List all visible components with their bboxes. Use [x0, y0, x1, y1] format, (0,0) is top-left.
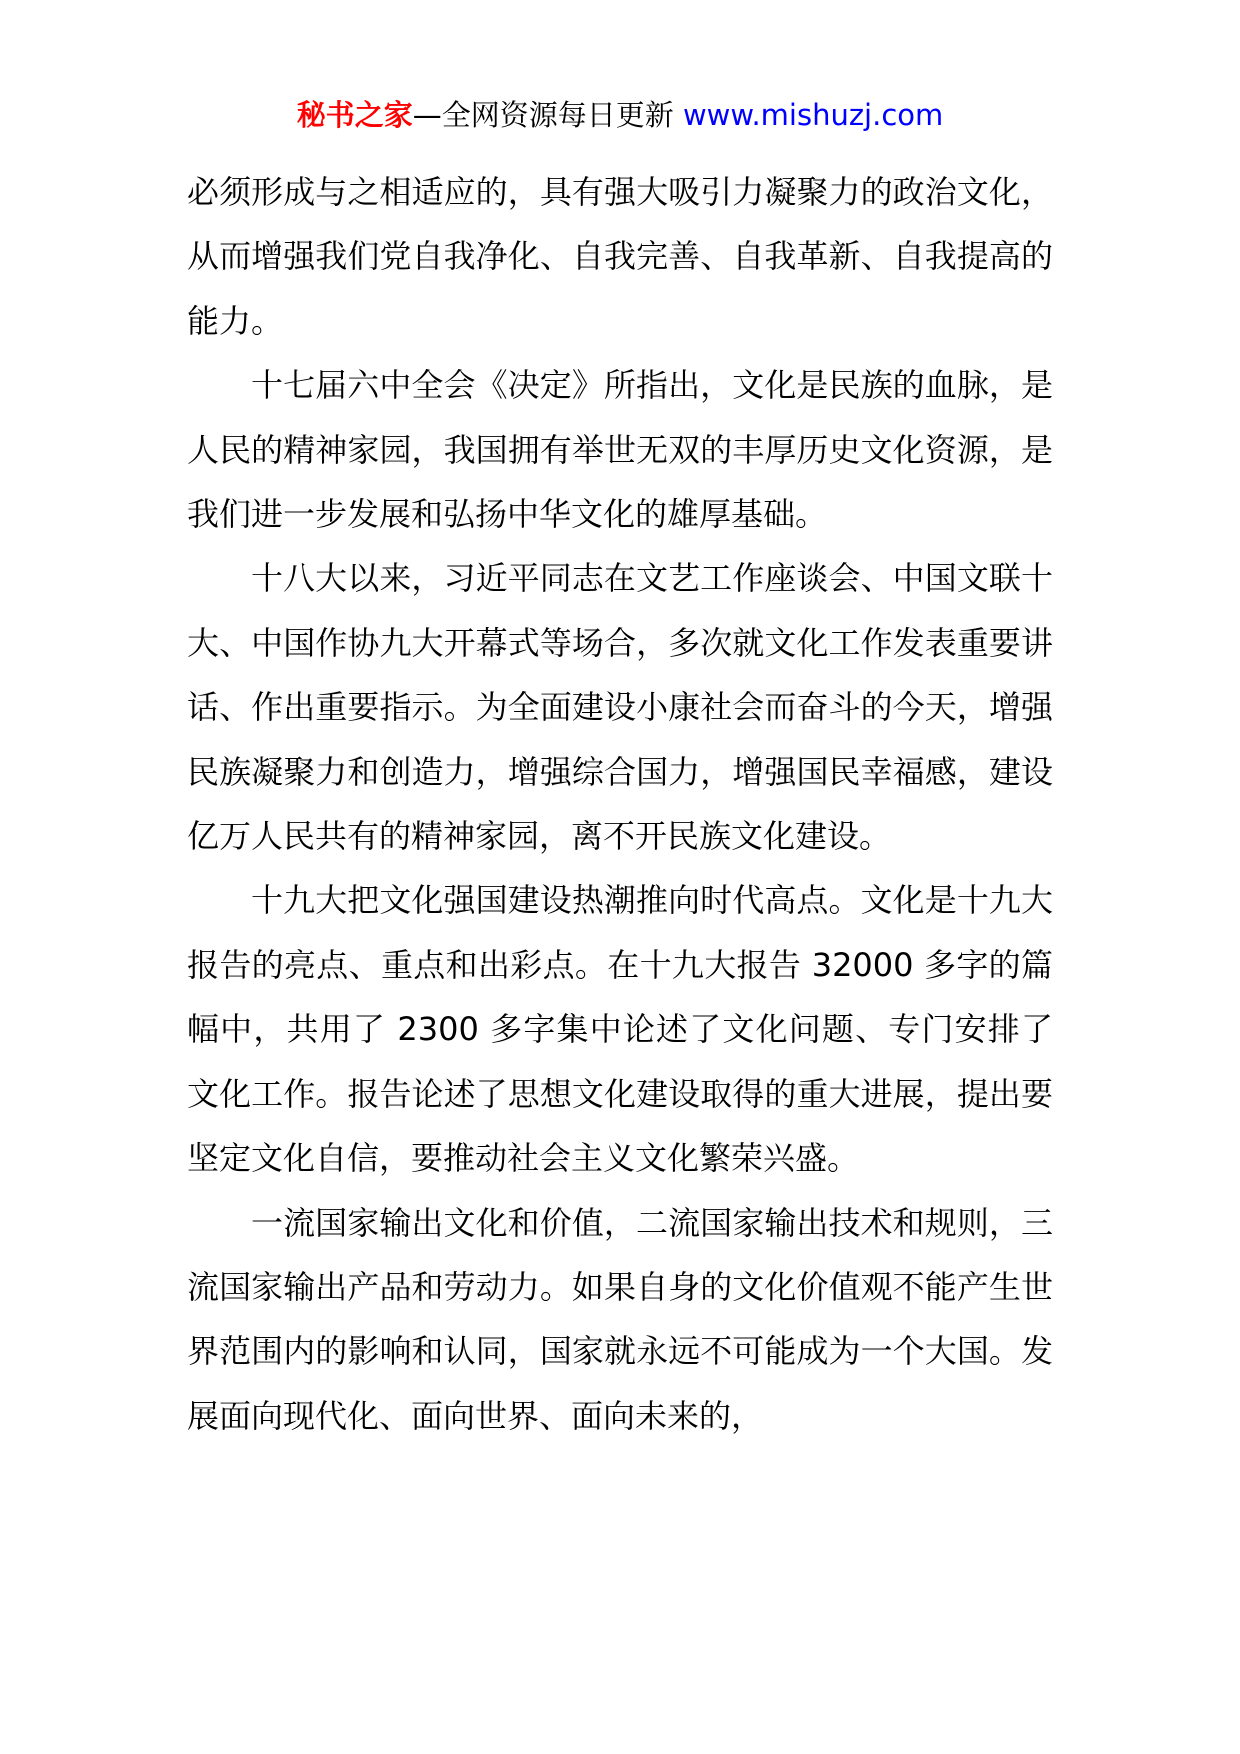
paragraph-1: 必须形成与之相适应的，具有强大吸引力凝聚力的政治文化，从而增强我们党自我净化、自我完善、自我革新、自我提高的能力。 — [187, 173, 1053, 340]
paragraph-2: 十七届六中全会《决定》所指出，文化是民族的血脉，是人民的精神家园，我国拥有举世无双的丰厚历史文化资源，是我们进一步发展和弘扬中华文化的雄厚基础。 — [187, 366, 1053, 534]
page-header — [0, 90, 1240, 140]
paragraph-4: 十九大把文化强国建设热潮推向时代高点。文化是十九大报告的亮点、重点和出彩点。在十九大报告 32000 多字的篇幅中，共用了 2300 多字集中论述了文化问题、专门安排了文化工作。报告论述了思想文化建设取得的重大进展，提出要坚定文化自信，要推动社会主义文化繁荣兴盛。 — [187, 881, 1053, 1178]
site-url-link[interactable]: www.mishuzj.com — [682, 98, 944, 132]
site-tagline: —全网资源每日更新 — [412, 98, 683, 132]
document-body — [187, 160, 1053, 1448]
paragraph-3: 十八大以来，习近平同志在文艺工作座谈会、中国文联十大、中国作协九大开幕式等场合，多次就文化工作发表重要讲话、作出重要指示。为全面建设小康社会而奋斗的今天，增强民族凝聚力和创造力，增强综合国力，增强国民幸福感，建设亿万人民共有的精神家园，离不开民族文化建设。 — [187, 559, 1053, 856]
paragraph-5: 一流国家输出文化和价值，二流国家输出技术和规则，三流国家输出产品和劳动力。如果自身的文化价值观不能产生世界范围内的影响和认同，国家就永远不可能成为一个大国。发展面向现代化、面向世界、面向未来的， — [187, 1203, 1053, 1435]
site-brand: 秘书之家 — [296, 98, 413, 132]
